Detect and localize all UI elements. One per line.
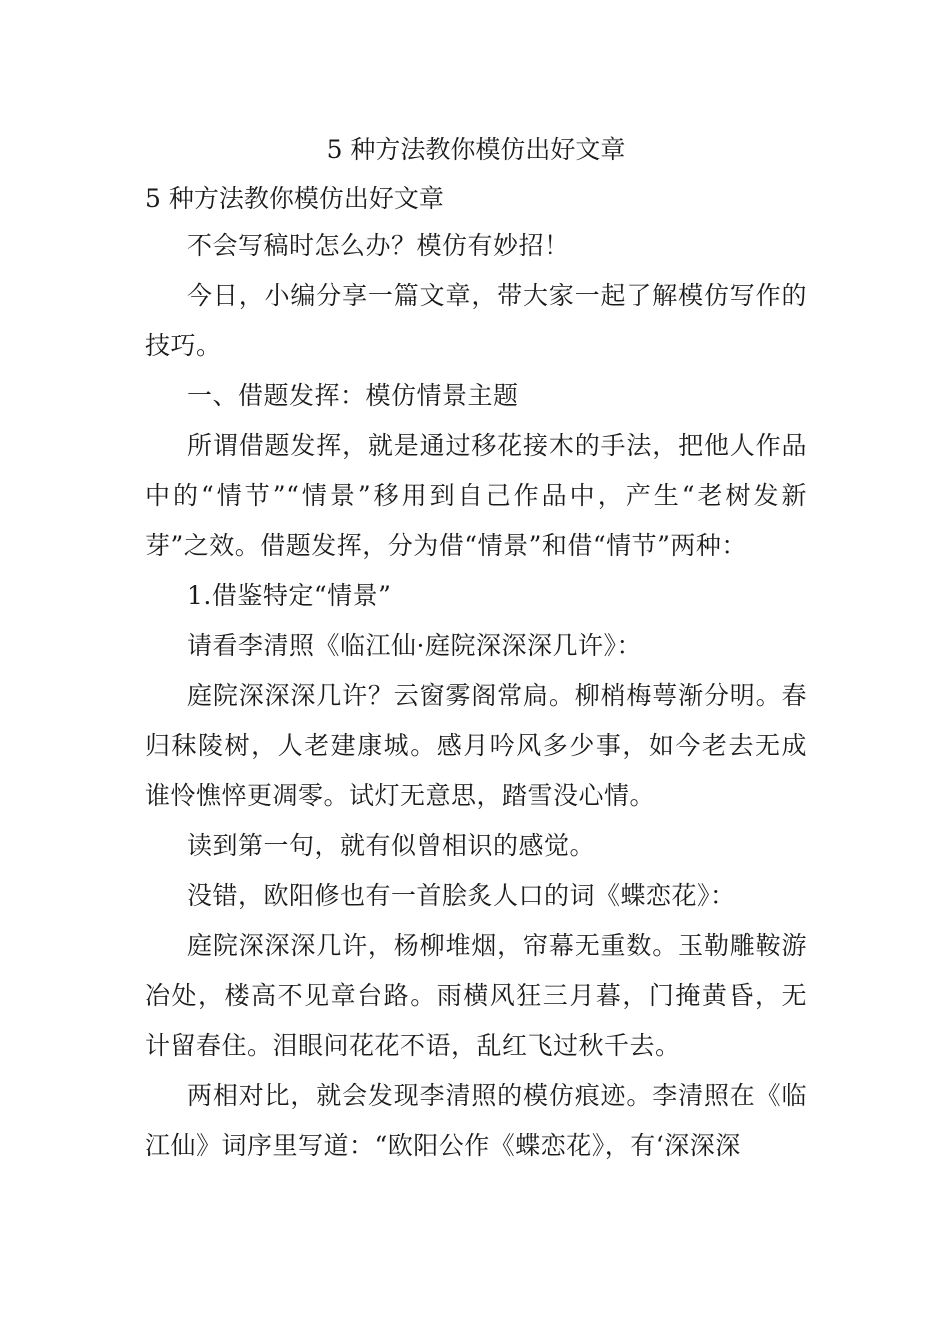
paragraph-ouyang-intro: 没错，欧阳修也有一首脍炙人口的词《蝶恋花》： xyxy=(187,881,736,910)
section-heading-1: 一、借题发挥：模仿情景主题 xyxy=(187,381,519,410)
document-page xyxy=(145,128,807,1171)
paragraph-definition: 所谓借题发挥，就是通过移花接木的手法，把他人作品中的“情节”“情景”移用到自己作品中，产生“老树发新芽”之效。借题发挥，分为借“情景”和借“情节”两种： xyxy=(145,431,807,560)
paragraph-example-intro: 请看李清照《临江仙·庭院深深深几许》： xyxy=(187,631,642,660)
document-title: 5 种方法教你模仿出好文章 xyxy=(326,135,626,164)
paragraph-intro: 不会写稿时怎么办？模仿有妙招！ xyxy=(187,231,570,260)
poem-ouyang-xiu: 庭院深深深几许，杨柳堆烟，帘幕无重数。玉勒雕鞍游冶处，楼高不见章台路。雨横风狂三月暮，门掩黄昏，无计留春住。泪眼问花花不语，乱红飞过秋千去。 xyxy=(145,931,807,1060)
paragraph-comparison: 两相对比，就会发现李清照的模仿痕迹。李清照在《临江仙》词序里写道：“欧阳公作《蝶恋花》，有‘深深深 xyxy=(145,1081,807,1160)
paragraph-share: 今日，小编分享一篇文章，带大家一起了解模仿写作的技巧。 xyxy=(145,281,807,360)
paragraph-familiar: 读到第一句，就有似曾相识的感觉。 xyxy=(187,831,596,860)
subsection-heading-1: 1.借鉴特定“情景” xyxy=(187,581,392,610)
poem-li-qingzhao: 庭院深深深几许？云窗雾阁常扃。柳梢梅萼渐分明。春归秣陵树，人老建康城。感月吟风多少事，如今老去无成谁怜憔悴更凋零。试灯无意思，踏雪没心情。 xyxy=(145,681,807,810)
document-subtitle: 5 种方法教你模仿出好文章 xyxy=(145,184,444,213)
